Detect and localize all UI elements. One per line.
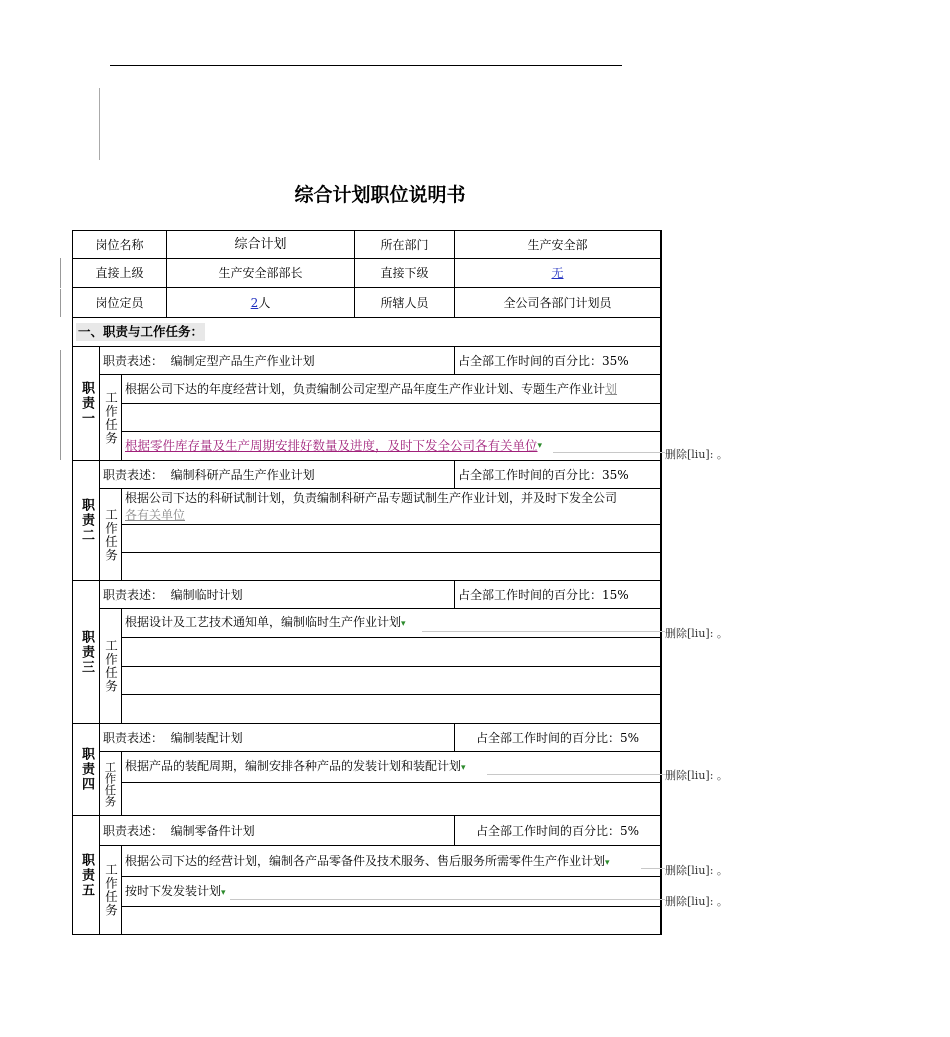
duty-1-task-label-cell [99,374,122,461]
balloon-connector [553,452,665,453]
quota-value [166,287,355,318]
task-text-inserted: 划 [605,382,618,396]
revision-mark-icon: ▾ [605,858,610,868]
task-text: 根据公司下达的经营计划，编制各产品零备件及技术服务、售后服务所需零件生产作业计划 [125,854,606,868]
duty-1-desc-text: 编制定型产品生产作业计划 [170,353,315,368]
desc-prefix: 职责表述： [103,730,164,745]
duty-1-task-label: 工作任务 [103,390,119,445]
duty-1-label: 职责一 [79,381,94,426]
duty-1-pct: 占全部工作时间的百分比：35% [454,346,661,375]
top-rule [110,65,622,66]
revision-mark-icon: ▾ [221,888,226,898]
subordinate-link[interactable]: 无 [551,266,564,280]
change-bar [60,350,61,460]
duty-4-pct: 占全部工作时间的百分比：5% [454,723,661,752]
duty-2-pct: 占全部工作时间的百分比：35% [454,460,661,489]
dept-value: 生产安全部 [454,230,661,259]
duty-3-task-3 [121,666,661,695]
task-text: 按时下发发装计划 [125,884,222,898]
quota-number[interactable]: 2 [250,295,259,310]
duty-5-task-2 [121,876,661,907]
duty-1-desc [99,346,455,375]
duty-2-task-2 [121,524,661,553]
duty-2-task-3 [121,552,661,581]
revision-mark-icon: ▾ [537,441,543,451]
task-text-inserted: 各有关单位 [125,508,186,522]
dept-label: 所在部门 [354,230,455,259]
duty-3-task-4 [121,694,661,724]
duty-4-task-label-cell [99,751,122,816]
duty-1-task-3 [121,431,661,461]
revision-mark-icon: ▾ [461,763,466,773]
duty-3-pct: 占全部工作时间的百分比：15% [454,580,661,609]
superior-value: 生产安全部部长 [166,258,355,288]
duty-1-label-cell [72,346,100,461]
duty-2-label: 职责二 [79,498,94,543]
duty-2-task-label: 工作任务 [103,507,119,562]
duty-5-desc [99,815,455,846]
duty-3-desc-text: 编制临时计划 [170,587,243,602]
duty-2-desc [99,460,455,489]
change-bar [60,258,61,288]
change-bar [60,289,61,317]
balloon-connector [230,899,665,900]
task-text: 根据公司下达的科研试制计划，负责编制科研产品专题试制生产作业计划，并及时下发全公司 [125,491,618,505]
duty-3-label: 职责三 [79,629,94,675]
desc-prefix: 职责表述： [103,353,164,368]
section-header [72,317,661,347]
duty-5-desc-text: 编制零备件计划 [170,823,255,838]
balloon-connector [487,774,665,775]
duty-1-task-2 [121,403,661,432]
subordinate-value [454,258,661,288]
duty-4-task-1 [121,751,661,783]
duty-5-task-1 [121,845,661,877]
revision-mark-icon: ▾ [401,619,406,629]
duty-2-desc-text: 编制科研产品生产作业计划 [170,467,315,482]
pos-name-value: 综合计划 [166,230,355,259]
duty-3-task-label-cell [99,608,122,724]
quota-label: 岗位定员 [72,287,167,318]
duty-2-task-label-cell [99,488,122,581]
task-text-revised: 根据零件库存量及生产周期安排好数量及进度，及时下发全公司各有关单位 [125,438,538,453]
duty-5-label-cell [72,815,100,935]
duty-4-desc-text: 编制装配计划 [170,730,243,745]
desc-prefix: 职责表述： [103,587,164,602]
duty-4-label-cell [72,723,100,816]
left-bar [99,88,100,160]
quota-unit: 人 [258,295,271,310]
document-title: 综合计划职位说明书 [294,184,466,206]
duty-3-task-1 [121,608,661,638]
duty-3-task-label: 工作任务 [103,639,119,693]
duty-5-task-label: 工作任务 [103,863,119,917]
managed-label: 所辖人员 [354,287,455,318]
duty-5-label: 职责五 [79,852,94,898]
duty-3-desc [99,580,455,609]
balloon-connector [422,631,665,632]
duty-3-label-cell [72,580,100,724]
pos-name-label: 岗位名称 [72,230,167,259]
superior-label: 直接上级 [72,258,167,288]
task-text: 根据产品的装配周期，编制安排各种产品的发装计划和装配计划 [125,759,462,773]
duty-4-label: 职责四 [79,747,94,792]
duty-4-task-2 [121,782,661,816]
duty-5-task-3 [121,906,661,935]
revision-note[interactable]: 删除[liu]: 。 [665,895,728,908]
desc-prefix: 职责表述： [103,823,164,838]
table-right-border [660,230,662,935]
revision-note[interactable]: 删除[liu]: 。 [665,627,728,640]
revision-note[interactable]: 删除[liu]: 。 [665,448,728,461]
duty-1-task-1 [121,374,661,404]
duty-3-task-2 [121,637,661,667]
section-label: 一、职责与工作任务： [78,324,204,339]
duty-2-label-cell [72,460,100,581]
revision-note[interactable]: 删除[liu]: 。 [665,769,728,782]
balloon-connector [641,868,665,869]
desc-prefix: 职责表述： [103,467,164,482]
task-text: 根据公司下达的年度经营计划，负责编制公司定型产品年度生产作业计划、专题生产作业计 [125,382,606,396]
managed-value: 全公司各部门计划员 [454,287,661,318]
task-text: 根据设计及工艺技术通知单，编制临时生产作业计划 [125,615,402,629]
duty-5-task-label-cell [99,845,122,935]
duty-5-pct: 占全部工作时间的百分比：5% [454,815,661,846]
duty-2-task-1 [121,488,661,525]
duty-4-task-label: 工作任务 [103,760,118,807]
subordinate-label: 直接下级 [354,258,455,288]
duty-4-desc [99,723,455,752]
revision-note[interactable]: 删除[liu]: 。 [665,864,728,877]
